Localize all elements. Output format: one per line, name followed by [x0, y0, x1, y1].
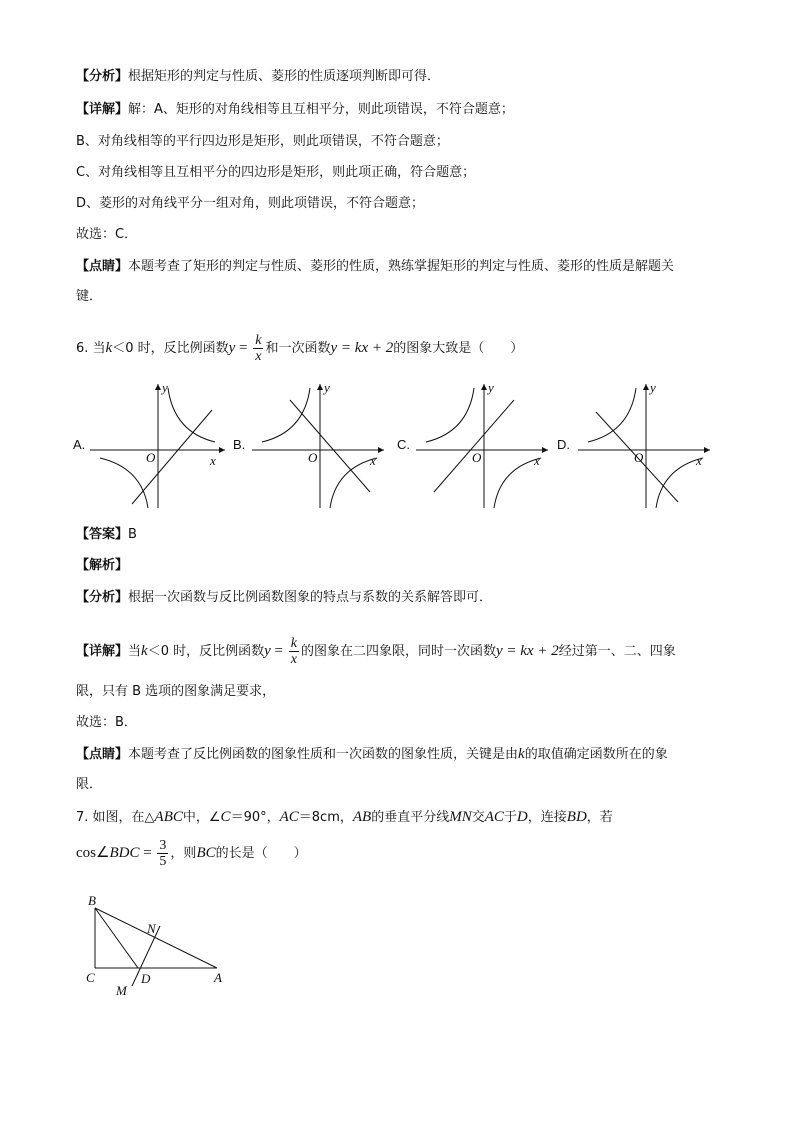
y-axis-label: y — [162, 380, 168, 395]
q7-stem-line1 — [76, 808, 613, 827]
q7-stem-line2 — [76, 838, 307, 869]
q7-mn: MN — [449, 809, 472, 825]
prev-choose: 故选：C． — [76, 227, 138, 242]
x-axis-label: x — [696, 453, 702, 468]
q7-abc: ABC — [154, 809, 183, 825]
option-c-label: C. — [397, 437, 410, 452]
q6-detail-line2: 限，只有 B 选项的图象满足要求， — [76, 684, 276, 699]
q7-frac-num: 3 — [159, 838, 167, 853]
origin-label: O — [146, 450, 156, 465]
label-n: N — [147, 921, 156, 936]
q6-analysis-line — [76, 589, 492, 607]
hyperbola-branch-q2 — [426, 388, 474, 442]
q6-linear: y = kx + 2 — [330, 340, 394, 356]
q6-choose: 故选：B． — [76, 715, 137, 730]
graph-option-a — [90, 380, 230, 510]
q6-stem — [76, 333, 523, 364]
linear-graph — [290, 400, 370, 492]
origin-label: O — [308, 450, 318, 465]
option-b-label: B. — [233, 437, 246, 452]
comment-k: k — [518, 746, 525, 762]
q7-fraction — [157, 838, 168, 869]
x-axis-label: x — [370, 453, 376, 468]
q6-frac-den: x — [255, 349, 262, 364]
detail-tag: 【详解】 — [76, 644, 129, 659]
explain-tag: 【解析】 — [76, 558, 129, 573]
q7-text-2c: 的长是（ ） — [215, 846, 307, 861]
detail-end: 经过第一、二、四象 — [558, 644, 676, 659]
q7-eq: = — [139, 845, 156, 861]
label-d: D — [141, 971, 151, 986]
comment-text: 本题考查了矩形的判定与性质、菱形的性质，熟练掌握矩形的判定与性质、菱形的性质是解题关 — [128, 259, 675, 274]
q6-eq: = — [235, 340, 252, 356]
q6-end: 的图象大致是（ ） — [393, 341, 524, 356]
detail-cond: ＜0 时，反比例函数 — [147, 644, 265, 659]
q6-comment-line2: 限． — [76, 777, 103, 792]
graph-option-d — [578, 380, 718, 510]
linear-graph — [434, 400, 514, 492]
detail-y: y — [264, 643, 271, 659]
linear-graph — [132, 410, 212, 504]
label-m: M — [116, 983, 127, 998]
q7-text-i: ，若 — [586, 810, 613, 825]
prev-line-c: C、对角线相等且互相平分的四边形是矩形，则此项正确，符合题意； — [76, 165, 476, 180]
detail-text: 解：A、矩形的对角线相等且互相平分，则此项错误，不符合题意； — [128, 102, 514, 117]
comment-text-a: 本题考查了反比例函数的图象性质和一次函数的图象性质，关键是由 — [128, 747, 519, 762]
comment-tag: 【点睛】 — [76, 747, 129, 762]
q6-frac-num: k — [255, 333, 262, 348]
graph-option-b — [252, 380, 392, 510]
option-d-label: D. — [557, 437, 570, 452]
prev-comment-line1 — [76, 258, 674, 276]
q7-d: D — [516, 809, 528, 825]
q7-text-h: ，连接 — [527, 810, 567, 825]
q6-fraction — [253, 333, 263, 364]
q7-bdc: BDC — [109, 845, 140, 861]
q6-explain-line — [76, 557, 128, 575]
q7-triangle-figure — [80, 888, 240, 1003]
q6-mid: 和一次函数 — [265, 341, 331, 356]
q7-text-d: ＝8cm， — [298, 810, 353, 825]
hyperbola-branch-q2 — [588, 388, 636, 442]
q6-comment-line1 — [76, 745, 668, 764]
q7-cos: cos∠ — [76, 845, 110, 861]
q7-text-c: ＝90°， — [230, 810, 280, 825]
q7-text-b: 中，∠ — [182, 810, 221, 825]
answer-tag: 【答案】 — [76, 527, 129, 542]
q7-text-g: 于 — [503, 810, 517, 825]
detail-frac-den: x — [290, 652, 297, 667]
q7-text-f: 交 — [471, 810, 485, 825]
detail-mid: 的图象在二四象限，同时一次函数 — [300, 644, 496, 659]
y-axis-label: y — [324, 380, 330, 395]
prev-analysis-line — [76, 68, 440, 86]
analysis-tag: 【分析】 — [76, 590, 129, 605]
graph-option-c — [416, 380, 556, 510]
x-axis-label: x — [210, 453, 216, 468]
prev-line-b: B、对角线相等的平行四边形是矩形，则此项错误，不符合题意； — [76, 134, 449, 149]
hyperbola-branch-q3 — [100, 458, 148, 508]
detail-tag: 【详解】 — [76, 102, 129, 117]
analysis-text: 根据矩形的判定与性质、菱形的性质逐项判断即可得． — [128, 69, 441, 84]
q7-text-e: 的垂直平分线 — [371, 810, 450, 825]
detail-frac-num: k — [290, 636, 297, 651]
q7-frac-den: 5 — [159, 854, 167, 869]
label-b: B — [88, 893, 96, 908]
q7-bd: BD — [566, 809, 587, 825]
detail-fraction — [289, 636, 299, 667]
comment-tag: 【点睛】 — [76, 259, 129, 274]
origin-label: O — [472, 450, 482, 465]
y-axis-label: y — [650, 380, 656, 395]
prev-comment-line2: 键． — [76, 289, 103, 304]
analysis-text: 根据一次函数与反比例函数图象的特点与系数的关系解答即可． — [128, 590, 493, 605]
analysis-tag: 【分析】 — [76, 69, 129, 84]
q7-ac2: AC — [484, 809, 504, 825]
option-a-label: A. — [73, 437, 86, 452]
q6-k: k — [105, 340, 113, 356]
x-axis-label: x — [534, 453, 540, 468]
label-c: C — [86, 970, 95, 985]
prev-detail-line — [76, 101, 514, 119]
detail-eq: = — [270, 643, 287, 659]
origin-label: O — [634, 450, 644, 465]
y-axis-label: y — [488, 380, 494, 395]
q7-c: C — [220, 809, 231, 825]
detail-k: k — [141, 643, 148, 659]
segment-ab — [95, 908, 217, 968]
q7-text-a: 7. 如图，在△ — [76, 810, 155, 825]
segment-bd — [95, 908, 138, 968]
q6-cond: ＜0 时，反比例函数 — [112, 341, 229, 356]
detail-linear: y = kx + 2 — [495, 643, 559, 659]
q7-ac: AC — [279, 809, 299, 825]
answer-value: B — [128, 527, 137, 542]
q7-ab: AB — [352, 809, 372, 825]
q7-text-2b: ，则 — [170, 846, 197, 861]
q7-bc: BC — [196, 845, 216, 861]
q6-number: 6. 当 — [76, 341, 106, 356]
q6-detail-line — [76, 636, 676, 667]
q6-answer-line — [76, 526, 137, 544]
q6-y: y — [228, 340, 236, 356]
comment-text-b: 的取值确定函数所在的象 — [524, 747, 668, 762]
prev-line-d: D、菱形的对角线平分一组对角，则此项错误，不符合题意； — [76, 196, 425, 211]
detail-pre: 当 — [128, 644, 142, 659]
label-a: A — [214, 970, 222, 985]
